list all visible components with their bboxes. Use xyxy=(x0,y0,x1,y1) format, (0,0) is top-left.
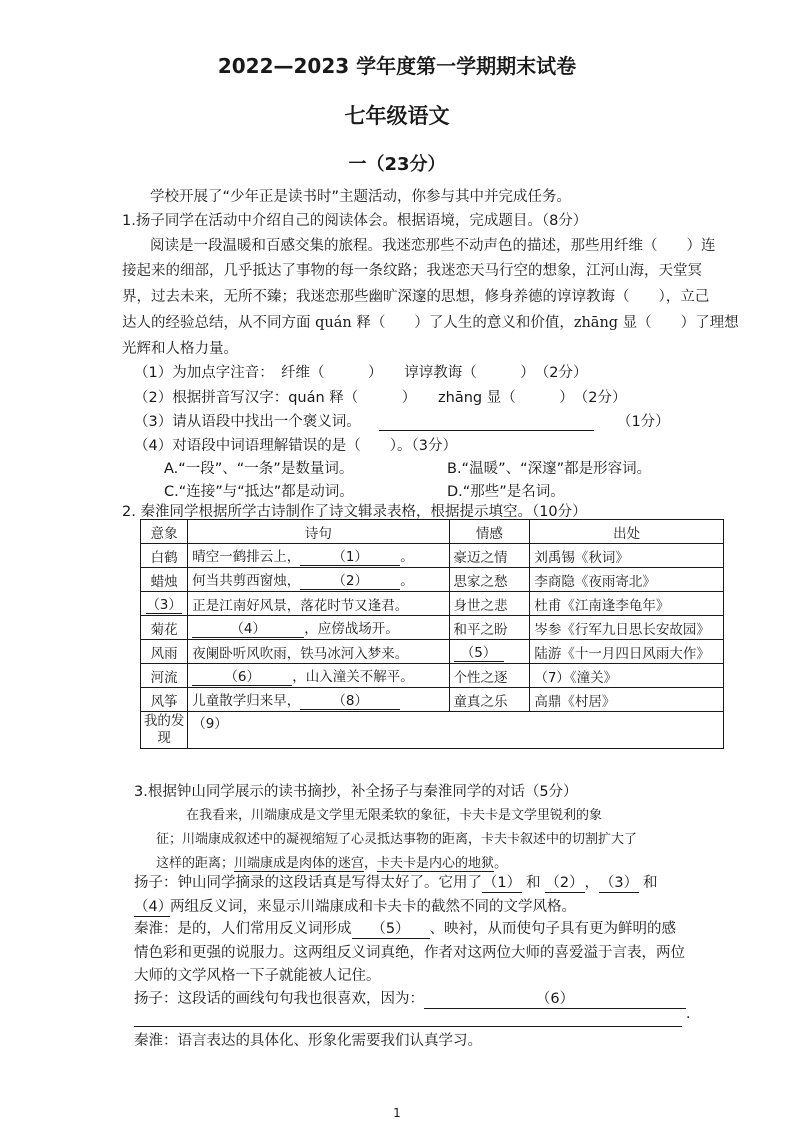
row-image: 风筝 xyxy=(141,688,188,712)
poem-table-header xyxy=(141,520,724,544)
q3-blank-2[interactable]: （2） xyxy=(545,871,585,893)
q3-answer-line[interactable] xyxy=(134,1008,684,1027)
q2-stem: 2. 秦淮同学根据所学古诗制作了诗文辑录表格，根据提示填空。（10分） xyxy=(122,504,587,520)
row-emotion: 个性之逐 xyxy=(449,664,530,688)
row-emotion: 豪迈之情 xyxy=(449,544,530,568)
poem-table xyxy=(140,519,724,749)
row-emotion: 思家之愁 xyxy=(449,568,530,592)
qinhuai-line-3: 大师的文学风格一下子就能被人记住。 xyxy=(134,968,381,984)
row-source-blank-7[interactable]: （7）《潼关》 xyxy=(530,664,724,688)
header-image: 意象 xyxy=(141,520,188,544)
row-line: （4） ，应傍战场开。 xyxy=(188,616,449,640)
q1-sub4: （4）对语段中词语理解错误的是（ ）。（3分） xyxy=(134,438,457,454)
q1-passage-line: 接起来的细部，几乎抵达了事物的每一条纹路；我迷恋天马行空的想象，江河山海，天堂冥 xyxy=(122,263,702,279)
q1-option-c: C.“连接”与“抵达”都是动词。 xyxy=(164,484,354,500)
q3-blank-1[interactable]: （1） xyxy=(482,871,522,893)
row-source: 李商隐《夜雨寄北》 xyxy=(530,568,724,592)
row-line: （6） ，山入潼关不解平。 xyxy=(188,664,449,688)
row-image: 风雨 xyxy=(141,640,188,664)
row-source: 岑参《行军九日思长安故园》 xyxy=(530,616,724,640)
q1-sub2: （2）根据拼音写汉字：quán 释（ ） zhāng 显（ ） （2分） xyxy=(134,390,627,406)
q1-passage-line: 光辉和人格力量。 xyxy=(122,341,238,357)
qinhuai-line-4: 秦淮：语言表达的具体化、形象化需要我们认真学习。 xyxy=(134,1033,482,1049)
q3-blank-6[interactable]: （6） xyxy=(424,987,686,1009)
q3-excerpt-line: 在我看来，川端康成是文学里无限柔软的象征，卡夫卡是文学里锐利的象 xyxy=(186,808,603,823)
q1-sub3: （3）请从语段中找出一个褒义词。 （1分） xyxy=(134,414,670,430)
q1-stem: 1.扬子同学在活动中介绍自己的阅读体会。根据语境，完成题目。（8分） xyxy=(122,213,588,229)
table-row xyxy=(141,592,724,616)
q3-blank-4[interactable]: （4） xyxy=(134,895,170,917)
row-line: 儿童散学归来早， （8） xyxy=(188,688,449,712)
row-emotion: 童真之乐 xyxy=(449,688,530,712)
q1-sub3-answer-blank[interactable] xyxy=(379,414,594,431)
row-image: 蜡烛 xyxy=(141,568,188,592)
table-row xyxy=(141,616,724,640)
poem-blank-6[interactable]: （6） xyxy=(192,665,292,686)
table-row xyxy=(141,568,724,592)
discovery-row xyxy=(141,712,724,749)
row-image: 白鹤 xyxy=(141,544,188,568)
sentence-end-period: . xyxy=(686,1006,691,1022)
q1-passage-line: 界，过去未来，无所不臻；我迷恋那些幽旷深邃的思想，修身养德的谆谆教诲（ ），立己 xyxy=(122,289,710,305)
header-line: 诗句 xyxy=(188,520,449,544)
row-image: 菊花 xyxy=(141,616,188,640)
section-title: 一（23分） xyxy=(348,154,446,175)
intro-text: 学校开展了“少年正是读书时”主题活动，你参与其中并完成任务。 xyxy=(150,189,572,205)
row-emotion: 和平之盼 xyxy=(449,616,530,640)
row-source: 刘禹锡《秋词》 xyxy=(530,544,724,568)
q1-option-b: B.“温暖”、“深邃”都是形容词。 xyxy=(447,461,652,477)
row-source: 杜甫《江南逢李龟年》 xyxy=(530,592,724,616)
row-image: 河流 xyxy=(141,664,188,688)
row-line: 晴空一鹤排云上， （1） 。 xyxy=(188,544,449,568)
yangzi-line-1: 扬子：钟山同学摘录的这段话真是写得太好了。它用了（1） 和 （2），（3） 和 xyxy=(134,871,658,893)
poem-blank-8[interactable]: （8） xyxy=(300,689,400,710)
poem-blank-1[interactable]: （1） xyxy=(300,545,400,566)
row-emotion: 身世之悲 xyxy=(449,592,530,616)
q1-option-d: D.“那些”是名词。 xyxy=(447,484,565,500)
q1-sub1: （1）为加点字注音： 纤维（ ） 谆谆教诲（ ） （2分） xyxy=(134,365,588,381)
discovery-blank-9[interactable]: （9） xyxy=(188,712,724,749)
qinhuai-line-2: 情色彩和更强的说服力。这两组反义词真绝，作者对这两位大师的喜爱溢于言表，两位 xyxy=(134,945,685,961)
yangzi-line-2: （4）两组反义词，来显示川端康成和卡夫卡的截然不同的文学风格。 xyxy=(134,895,576,917)
q1-passage-line: 达人的经验总结，从不同方面 quán 释（ ）了人生的意义和价值，zhāng 显（ ）了理想 xyxy=(122,315,739,331)
q3-excerpt-line: 这样的距离；川端康成是肉体的迷宫，卡夫卡是内心的地狱。 xyxy=(156,856,508,871)
q1-passage-line: 阅读是一段温暖和百感交集的旅程。我迷恋那些不动声色的描述，那些用纤维（ ）连 xyxy=(150,238,716,254)
yangzi-line-3: 扬子：这段话的画线句句我也很喜欢，因为： （6） xyxy=(134,987,686,1009)
subject-title: 七年级语文 xyxy=(344,104,450,128)
discovery-label: 我的发现 xyxy=(141,712,188,749)
qinhuai-line-1: 秦淮：是的，人们常用反义词形成 （5） 、映衬，从而使句子具有更为鲜明的感 xyxy=(134,917,676,939)
exam-title: 2022—2023 学年度第一学期期末试卷 xyxy=(217,54,577,78)
page-number: 1 xyxy=(393,1106,401,1120)
q3-blank-5[interactable]: （5） xyxy=(352,917,430,939)
row-source: 陆游《十一月四日风雨大作》 xyxy=(530,640,724,664)
row-image-blank-3[interactable]: （3） xyxy=(141,592,188,616)
row-emotion-blank-5[interactable]: （5） xyxy=(449,640,530,664)
poem-blank-4[interactable]: （4） xyxy=(192,617,304,638)
row-line: 何当共剪西窗烛， （2） 。 xyxy=(188,568,449,592)
poem-blank-2[interactable]: （2） xyxy=(300,569,400,590)
q3-excerpt-line: 征；川端康成叙述中的凝视缩短了心灵抵达事物的距离，卡夫卡叙述中的切割扩大了 xyxy=(156,832,638,847)
q3-stem: 3.根据钟山同学展示的读书摘抄，补全扬子与秦淮同学的对话（5分） xyxy=(134,784,578,800)
table-row xyxy=(141,688,724,712)
excerpt-underline-2: 卡夫卡是内心的地狱 xyxy=(377,856,495,871)
table-row xyxy=(141,664,724,688)
header-emotion: 情感 xyxy=(449,520,530,544)
row-source: 高鼎《村居》 xyxy=(530,688,724,712)
row-line: 夜阑卧听风吹雨，铁马冰河入梦来。 xyxy=(188,640,449,664)
q1-option-a: A.“一段”、“一条”是数量词。 xyxy=(164,461,354,477)
table-row xyxy=(141,544,724,568)
excerpt-underline-1: 川端康成是肉体的迷宫 xyxy=(234,856,365,871)
row-line: 正是江南好风景，落花时节又逢君。 xyxy=(188,592,449,616)
header-source: 出处 xyxy=(530,520,724,544)
table-row xyxy=(141,640,724,664)
q3-blank-3[interactable]: （3） xyxy=(599,871,639,893)
